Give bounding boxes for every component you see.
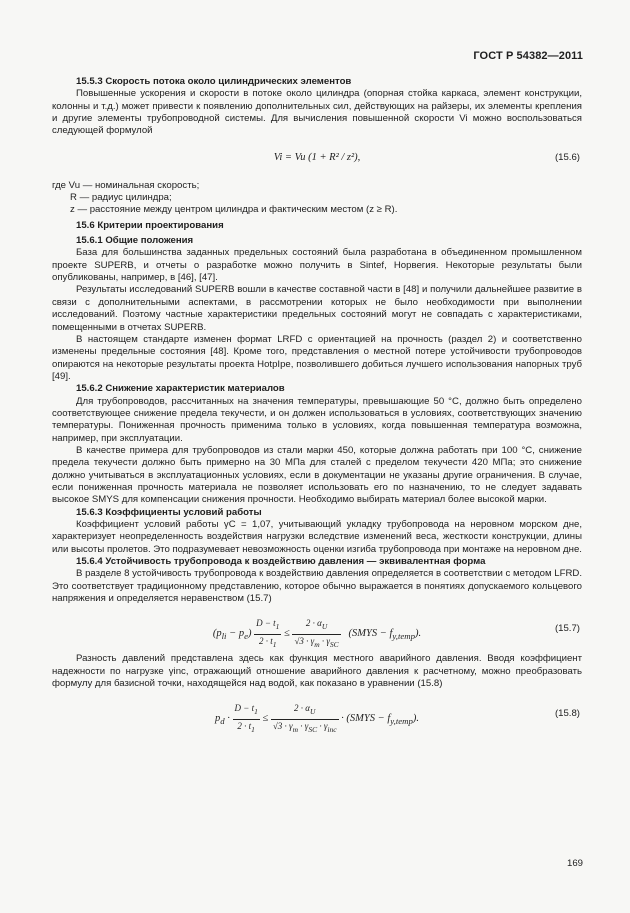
where-line: R — радиус цилиндра; — [70, 192, 172, 204]
formula-number: (15.8) — [554, 708, 580, 720]
section-heading-15-6-1: 15.6.1 Общие положения — [76, 235, 194, 247]
formula-15-6 — [52, 142, 582, 176]
where-line: z — расстояние между центром цилиндра и фактическим местом (z ≥ R). — [70, 204, 398, 216]
document-code: ГОСТ Р 54382—2011 — [473, 50, 583, 62]
formula-15-8 — [52, 694, 582, 734]
paragraph: База для большинства заданных предельных состояний была разработана в объединенном промышленном проекте SUPERB, и отчеты о разработке можно получить в Sintef, Норвегия. Некоторые результаты были опубликованы, например, в [46], [47]. — [52, 247, 582, 284]
document-body — [52, 76, 582, 738]
formula-15-7 — [52, 609, 582, 649]
paragraph: В разделе 8 устойчивость трубопровода к воздействию давления определяется в соответствии с методом LFRD. Это соответствует традиционному представлению, которое обычно выражается в понятиях допускаемого кольцевого напряжения и определяется неравенством (15.7) — [52, 568, 582, 605]
formula-expression: $(p_{li} - p_e)$ $\frac{D - t_1}{2 \cdot t_1}$ ≤ $\frac{2 \cdot \alpha_U}{√3 \cdot \gamma_m \cdot \gamma_{SC}}$ (SMYS − $f_{y,temp}$). — [212, 618, 422, 649]
section-heading-15-5-3: 15.5.3 Скорость потока около цилиндрических элементов — [76, 76, 352, 87]
formula-number: (15.6) — [554, 151, 580, 163]
paragraph: Разность давлений представлена здесь как функция местного аварийного давления. Вводя коэффициент надежности по нагрузке γinc, отражающий отношение аварийного давления к расчетному, можно преобразовать формулу для базисной точки, находящейся над водой, как показано в уравнении (15.8) — [52, 653, 582, 690]
section-heading-15-6-2: 15.6.2 Снижение характеристик материалов — [76, 383, 285, 395]
formula-number: (15.7) — [554, 623, 580, 635]
formula-expression: Vi = Vu (1 + R² / z²), — [273, 151, 361, 163]
section-heading-15-6: 15.6 Критерии проектирования — [76, 219, 224, 231]
section-heading-15-6-3: 15.6.3 Коэффициенты условий работы — [76, 506, 262, 518]
paragraph: Повышенные ускорения и скорости в потоке около цилиндра (опорная стойка каркаса, элемент конструкции, колонны и т.д.) может привести к появлению дополнительных сил, действующих на райзеры, их элементы крепления и другие элементы трубопроводной системы. Для вычисления повышенной скорости Vi можно воспользоваться следующей формулой — [52, 88, 582, 137]
where-line: где Vu — номинальная скорость; — [52, 179, 200, 191]
page-number: 169 — [566, 858, 583, 869]
paragraph: Для трубопроводов, рассчитанных на значения температуры, превышающие 50 °C, должно быть определено соответствующее снижение предела текучести, и он должен использоваться в условиях, соответствующих значению температуры. Пониженная прочность применима только в условиях, когда повышенная температура возможна, например, при эксплуатации. — [52, 395, 582, 444]
formula-expression: $p_d$ · $\frac{D - t_1}{2 \cdot t_1}$ ≤ $\frac{2 \cdot \alpha_U}{√3 \cdot \gamma_m \cdot \gamma_{SC} \cdot \gamma_{inc}}$ · (SMYS − $f_{y,temp}$). — [215, 703, 419, 734]
paragraph: Коэффициент условий работы γC = 1,07, учитывающий укладку трубопровода на неровном морском дне, характеризует неопределенность воздействия нагрузки вследствие изменений веса, жесткости конструкции, длины или высоты пролетов. Это подразумевает невозможность оценки изгиба трубопровода при монтаже на неровном дне. — [52, 519, 582, 555]
paragraph: Результаты исследований SUPERB вошли в качестве составной части в [48] и получили дальнейшее развитие в связи с дополнительными аспектами, в рассмотрении которых не было необходимости при выполнении исследований. Поэтому частные характеристики предельных состояний могут не совпадать с характеристиками, помещенными в отчетах SUPERB. — [52, 284, 582, 333]
section-heading-15-6-4: 15.6.4 Устойчивость трубопровода к воздействию давления — эквивалентная форма — [76, 556, 486, 568]
paragraph: В настоящем стандарте изменен формат LRFD с ориентацией на прочность (раздел 2) и соответственно изменены предельные состояния [48]. Кроме того, представления о местной потере устойчивости трубопроводов опираются на некоторые результаты проекта HotpIpe, позволившего добиться лучшего использования напорных труб [49]. — [52, 333, 582, 382]
paragraph: В качестве примера для трубопроводов из стали марки 450, которые должна работать при 100 °C, снижение предела текучести должно быть примерно на 30 МПа для сталей с пределом текучести 420 МПа; это снижение должно учитываться в эксплуатационных условиях, если в документации не указаны другие ограничения. В случае, если пониженная прочность материала не позволяет использовать его по назначению, то не следует задавать высокое SMYS для компенсации снижения прочности. Необходимо выбирать материал более высокой марки. — [52, 444, 582, 506]
